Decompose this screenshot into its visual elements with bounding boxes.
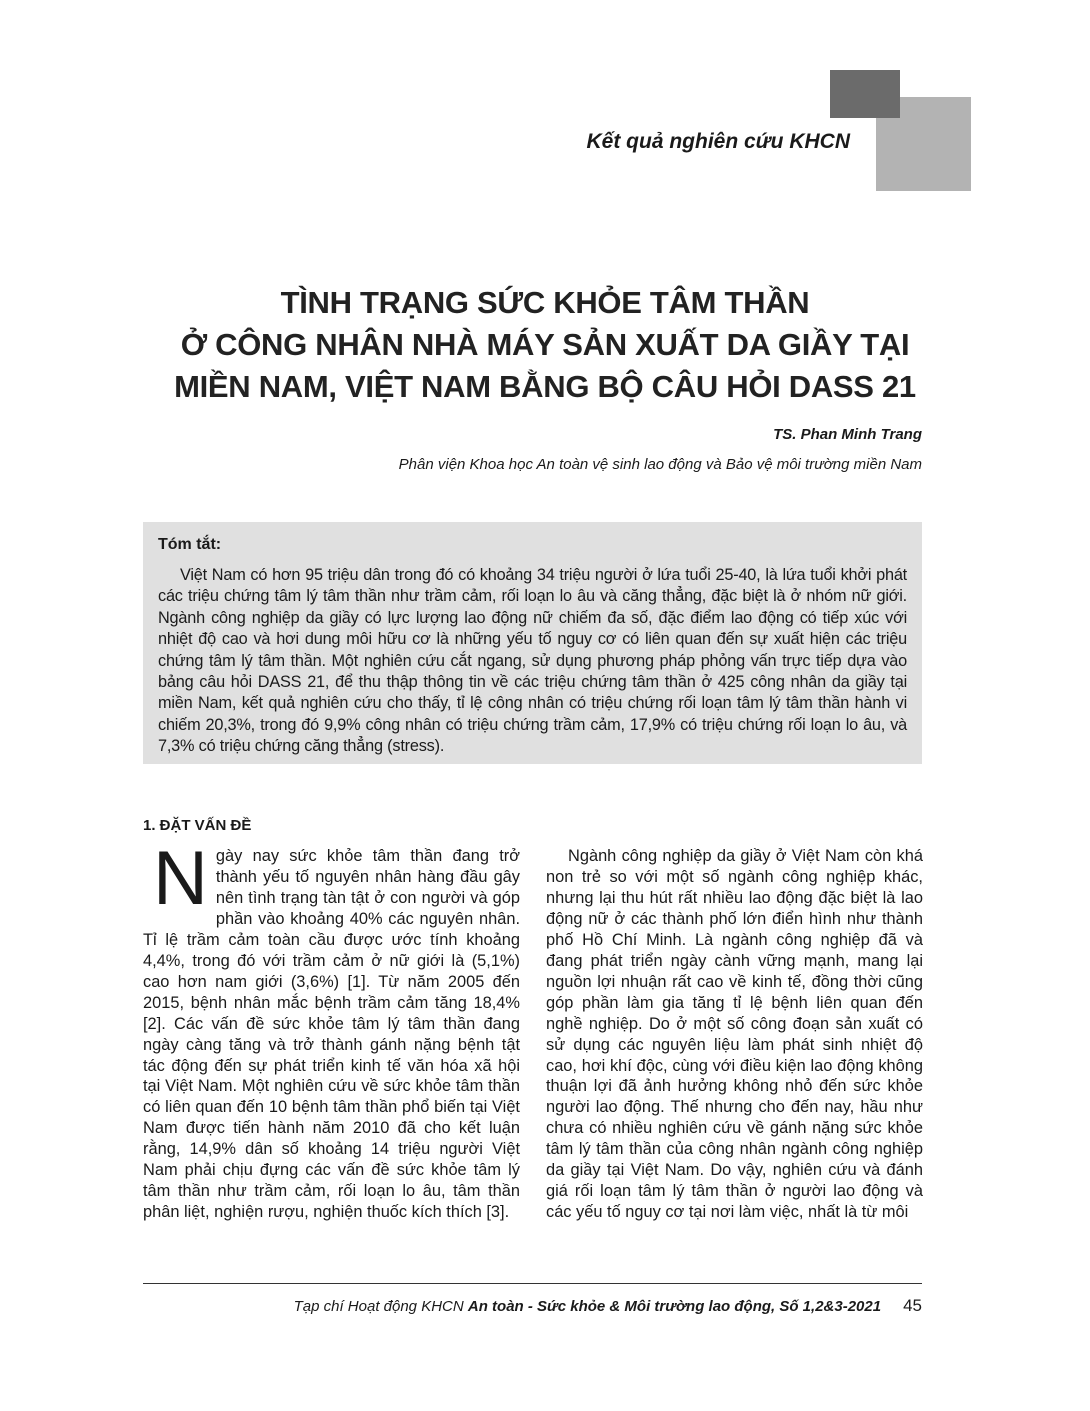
article-title	[100, 282, 990, 408]
title-line: MIỀN NAM, VIỆT NAM BẰNG BỘ CÂU HỎI DASS 21	[174, 369, 916, 404]
page-number: 45	[903, 1296, 922, 1315]
section-label: Kết quả nghiên cứu KHCN	[586, 130, 850, 153]
author: TS. Phan Minh Trang	[773, 426, 922, 443]
abstract-box	[143, 522, 922, 764]
drop-cap: N	[153, 836, 208, 921]
footer-rule	[143, 1283, 922, 1284]
right-column-text: Ngành công nghiệp da giầy ở Việt Nam còn khá non trẻ so với một số ngành công nghiệp khác, nhưng lại thu hút rất nhiều lao động đặc biệt là lao động nữ ở các thành phố lớn điển hình như thành phố Hồ Chí Minh. Là ngành công nghiệp đã và đang phát triển ngày cành vững mạnh, mang lại nguồn lợi nhuận rất cao về kinh tế, đồng thời cũng góp phần làm gia tăng tỉ lệ bệnh liên quan đến nghề nghiệp. Do ở một số công đoạn sản xuất có sử dụng các nguyên liệu làm phát sinh nhiệt độ cao, hơi khí độc, cùng với điều kiện lao động không thuận lợi đã ảnh hưởng không nhỏ đến sức khỏe người lao động. Thế nhưng cho đến nay, hầu như chưa có nhiều nghiên cứu về gánh nặng sức khỏe tâm lý tâm thần của công nhân ngành công nghiệp da giầy tại Việt Nam. Do vậy, nghiên cứu và đánh giá rối loạn tâm lý tâm thần ở người lao động và các yếu tố nguy cơ tại nơi làm việc, nhất là từ môi	[546, 847, 923, 1222]
journal-prefix: Tạp chí Hoạt động KHCN	[293, 1298, 468, 1315]
left-column-text: gày nay sức khỏe tâm thần đang trở thành yếu tố nguyên nhân hàng đầu gây nên tình trạng tàn tật ở con người và góp phần vào khoảng 40% các nguyên nhân. Tỉ lệ trầm cảm toàn cầu được ước tính khoảng 4,4%, trong đó với trầm cảm ở nữ giới là (5,1%) cao hơn nam giới (3,6%) [1]. Từ năm 2005 đến 2015, bệnh nhân mắc bệnh trầm cảm tăng 18,4% [2]. Các vấn đề sức khỏe tâm lý tâm thần đang ngày càng tăng và trở thành gánh nặng bệnh tật tác động đến sự phát triển kinh tế văn hóa xã hội tại Việt Nam. Một nghiên cứu về sức khỏe tâm thần có liên quan đến 10 bệnh tâm thần phổ biến tại Việt Nam được tiến hành năm 2010 đã cho kết luận rằng, 14,9% dân số khoảng 14 triệu người Việt Nam phải chịu đựng các vấn đề sức khỏe tâm lý tâm thần như trầm cảm, rối loạn lo âu, tâm thần phân liệt, nghiện rượu, nghiện thuốc kích thích [3].	[143, 847, 520, 1222]
title-line: TÌNH TRẠNG SỨC KHỎE TÂM THẦN	[280, 285, 810, 320]
decorative-square-overlap	[876, 97, 900, 118]
journal-title: An toàn - Sức khỏe & Môi trường lao động, Số 1,2&3-2021	[467, 1298, 882, 1315]
right-column	[546, 846, 923, 1223]
abstract-text: Việt Nam có hơn 95 triệu dân trong đó có khoảng 34 triệu người ở lứa tuổi 25-40, là lứa tuổi khởi phát các triệu chứng tâm lý tâm thần như trầm cảm, rối loạn lo âu và căng thẳng, đặc biệt là ở nhóm nữ giới. Ngành công nghiệp da giầy có lực lượng lao động nữ chiếm đa số, đặc điểm lao động có tiếp xúc với nhiệt độ cao và hơi dung môi hữu cơ là những yếu tố nguy cơ có liên quan đến sự xuất hiện các triệu chứng tâm lý tâm thần. Một nghiên cứu cắt ngang, sử dụng phương pháp phỏng vấn trực tiếp dựa vào bảng câu hỏi DASS 21, để thu thập thông tin về các triệu chứng tâm thần ở 425 công nhân da giầy tại miền Nam, kết quả nghiên cứu cho thấy, tỉ lệ công nhân có triệu chứng rối loạn tâm lý tâm thần hành vi chiếm 20,3%, trong đó 9,9% công nhân có triệu chứng trầm cảm, 17,9% có triệu chứng rối loạn lo âu, và 7,3% có triệu chứng căng thẳng (stress).	[158, 566, 907, 756]
footer	[294, 1296, 922, 1316]
title-line: Ở CÔNG NHÂN NHÀ MÁY SẢN XUẤT DA GIẦY TẠI	[180, 327, 910, 362]
affiliation: Phân viện Khoa học An toàn vệ sinh lao động và Bảo vệ môi trường miền Nam	[398, 456, 922, 473]
section-heading: 1. ĐẶT VẤN ĐỀ	[143, 817, 252, 834]
left-column	[143, 836, 520, 1223]
abstract-heading: Tóm tắt:	[158, 536, 222, 553]
